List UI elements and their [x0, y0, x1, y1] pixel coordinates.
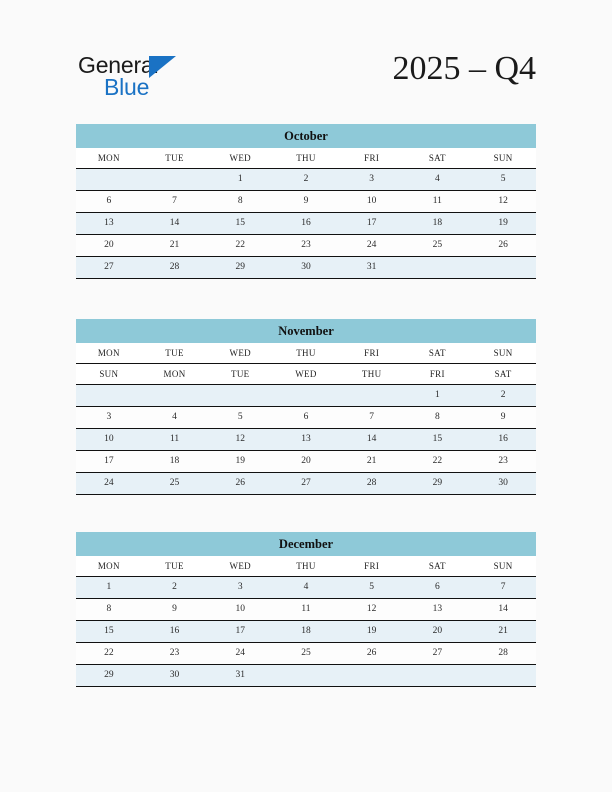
day-cell[interactable]: 23	[470, 451, 536, 473]
day-of-week-label: SUN	[470, 343, 536, 364]
week-row	[76, 191, 536, 213]
day-cell[interactable]: 15	[405, 429, 471, 451]
day-cell[interactable]: 25	[142, 473, 208, 495]
day-of-week-label: FRI	[339, 556, 405, 577]
month-grid	[76, 148, 536, 279]
day-cell[interactable]: 2	[470, 385, 536, 407]
day-cell[interactable]: 4	[142, 407, 208, 429]
day-cell[interactable]: 20	[76, 235, 142, 257]
day-cell[interactable]: 2	[273, 169, 339, 191]
day-cell[interactable]: 28	[470, 643, 536, 665]
day-cell[interactable]: 27	[273, 473, 339, 495]
day-of-week-label: SUN	[470, 556, 536, 577]
week-row	[76, 621, 536, 643]
day-cell-empty	[339, 665, 405, 687]
day-cell[interactable]: 21	[339, 451, 405, 473]
day-cell[interactable]: 1	[207, 169, 273, 191]
day-of-week-label: WED	[273, 364, 339, 385]
day-of-week-label: THU	[273, 343, 339, 364]
day-cell[interactable]: 14	[339, 429, 405, 451]
day-cell[interactable]: 15	[207, 213, 273, 235]
month-title: December	[76, 532, 536, 556]
month-grid-body	[76, 169, 536, 279]
day-cell[interactable]: 28	[339, 473, 405, 495]
day-cell[interactable]: 4	[273, 577, 339, 599]
triangle-icon	[149, 56, 176, 78]
day-cell[interactable]: 7	[339, 407, 405, 429]
day-cell[interactable]: 17	[76, 451, 142, 473]
day-of-week-label: FRI	[405, 364, 471, 385]
day-of-week-label: FRI	[339, 148, 405, 169]
day-cell[interactable]: 11	[273, 599, 339, 621]
day-cell[interactable]: 18	[405, 213, 471, 235]
day-cell[interactable]: 27	[405, 643, 471, 665]
day-cell-empty	[273, 665, 339, 687]
day-of-week-label: FRI	[339, 343, 405, 364]
day-cell[interactable]: 21	[470, 621, 536, 643]
day-of-week-label: THU	[273, 148, 339, 169]
month-grid	[76, 556, 536, 687]
day-of-week-label: TUE	[142, 556, 208, 577]
day-cell[interactable]: 29	[207, 257, 273, 279]
day-cell[interactable]: 10	[339, 191, 405, 213]
day-cell[interactable]: 5	[470, 169, 536, 191]
day-cell[interactable]: 25	[273, 643, 339, 665]
day-cell[interactable]: 8	[207, 191, 273, 213]
day-of-week-label: MON	[76, 148, 142, 169]
day-cell[interactable]: 18	[142, 451, 208, 473]
week-row	[76, 577, 536, 599]
day-cell[interactable]: 13	[273, 429, 339, 451]
day-cell[interactable]: 30	[470, 473, 536, 495]
month-grid-head	[76, 148, 536, 169]
day-of-week-label: MON	[142, 364, 208, 385]
day-cell[interactable]: 7	[470, 577, 536, 599]
day-cell[interactable]: 20	[273, 451, 339, 473]
brand-name-general: General	[78, 52, 159, 78]
day-cell[interactable]: 6	[273, 407, 339, 429]
calendar-month-december	[76, 532, 536, 687]
day-cell[interactable]: 4	[405, 169, 471, 191]
day-of-week-label: SAT	[405, 343, 471, 364]
day-cell[interactable]: 26	[339, 643, 405, 665]
day-cell[interactable]: 3	[207, 577, 273, 599]
day-of-week-label: THU	[339, 364, 405, 385]
day-of-week-label: SUN	[76, 364, 142, 385]
day-cell[interactable]: 24	[339, 235, 405, 257]
month-grid-body	[76, 385, 536, 495]
day-cell[interactable]: 2	[142, 577, 208, 599]
day-cell[interactable]: 16	[470, 429, 536, 451]
day-cell[interactable]: 17	[207, 621, 273, 643]
day-cell[interactable]: 31	[339, 257, 405, 279]
day-cell[interactable]: 21	[142, 235, 208, 257]
day-cell[interactable]: 22	[76, 643, 142, 665]
day-cell[interactable]: 24	[76, 473, 142, 495]
day-cell[interactable]: 12	[470, 191, 536, 213]
week-row	[76, 665, 536, 687]
week-row	[76, 385, 536, 407]
month-grid-head	[76, 556, 536, 577]
day-cell[interactable]: 7	[142, 191, 208, 213]
day-cell[interactable]: 23	[142, 643, 208, 665]
day-cell[interactable]: 23	[273, 235, 339, 257]
day-of-week-label: TUE	[207, 364, 273, 385]
day-cell[interactable]: 28	[142, 257, 208, 279]
week-row	[76, 643, 536, 665]
day-cell[interactable]: 18	[273, 621, 339, 643]
day-cell[interactable]: 11	[405, 191, 471, 213]
week-row	[76, 473, 536, 495]
day-cell[interactable]: 6	[76, 191, 142, 213]
day-cell-empty	[470, 665, 536, 687]
day-cell[interactable]: 30	[142, 665, 208, 687]
calendar-month-november	[76, 319, 536, 495]
day-of-week-label: SAT	[405, 556, 471, 577]
day-cell[interactable]: 9	[273, 191, 339, 213]
day-cell[interactable]: 22	[405, 451, 471, 473]
day-cell[interactable]: 26	[470, 235, 536, 257]
day-cell-empty	[76, 169, 142, 191]
calendar-month-october	[76, 124, 536, 279]
day-cell[interactable]: 6	[405, 577, 471, 599]
day-cell[interactable]: 8	[405, 407, 471, 429]
day-cell[interactable]: 11	[142, 429, 208, 451]
week-row	[76, 213, 536, 235]
day-cell[interactable]: 10	[207, 599, 273, 621]
day-cell[interactable]: 3	[339, 169, 405, 191]
day-cell-empty	[273, 385, 339, 407]
month-title: October	[76, 124, 536, 148]
day-cell[interactable]: 27	[76, 257, 142, 279]
day-cell[interactable]: 14	[142, 213, 208, 235]
day-cell[interactable]: 12	[339, 599, 405, 621]
day-cell[interactable]: 10	[76, 429, 142, 451]
day-of-week-row	[76, 148, 536, 169]
day-cell[interactable]: 24	[207, 643, 273, 665]
day-cell[interactable]: 31	[207, 665, 273, 687]
day-cell[interactable]: 22	[207, 235, 273, 257]
page-title: 2025 – Q4	[392, 50, 536, 87]
day-cell[interactable]: 9	[470, 407, 536, 429]
day-cell[interactable]: 13	[405, 599, 471, 621]
day-of-week-label: THU	[273, 556, 339, 577]
day-of-week-label: MON	[76, 556, 142, 577]
day-cell-empty	[470, 257, 536, 279]
month-title: November	[76, 319, 536, 343]
day-cell-empty	[142, 169, 208, 191]
day-of-week-row	[76, 364, 536, 385]
day-cell[interactable]: 30	[273, 257, 339, 279]
day-cell-empty	[339, 385, 405, 407]
day-cell-empty	[207, 385, 273, 407]
day-cell[interactable]: 19	[207, 451, 273, 473]
month-grid-body	[76, 577, 536, 687]
day-cell[interactable]: 9	[142, 599, 208, 621]
month-grid-head	[76, 343, 536, 385]
day-of-week-row	[76, 343, 536, 364]
day-cell[interactable]: 29	[76, 665, 142, 687]
day-of-week-label: SAT	[405, 148, 471, 169]
week-row	[76, 407, 536, 429]
day-of-week-label: MON	[76, 343, 142, 364]
day-cell[interactable]: 1	[405, 385, 471, 407]
day-cell[interactable]: 26	[207, 473, 273, 495]
week-row	[76, 599, 536, 621]
day-cell[interactable]: 15	[76, 621, 142, 643]
day-cell-empty	[76, 385, 142, 407]
day-cell[interactable]: 5	[339, 577, 405, 599]
week-row	[76, 451, 536, 473]
brand-name-blue: Blue	[104, 74, 150, 100]
day-of-week-label: WED	[207, 343, 273, 364]
page-header	[0, 0, 612, 120]
day-of-week-label: TUE	[142, 343, 208, 364]
week-row	[76, 257, 536, 279]
day-of-week-label: SUN	[470, 148, 536, 169]
day-of-week-row	[76, 556, 536, 577]
day-cell[interactable]: 13	[76, 213, 142, 235]
day-cell-empty	[405, 665, 471, 687]
brand-logo[interactable]	[78, 54, 258, 106]
day-cell-empty	[142, 385, 208, 407]
day-cell-empty	[405, 257, 471, 279]
day-cell[interactable]: 1	[76, 577, 142, 599]
week-row	[76, 169, 536, 191]
month-grid	[76, 343, 536, 495]
week-row	[76, 429, 536, 451]
day-cell[interactable]: 25	[405, 235, 471, 257]
day-cell[interactable]: 8	[76, 599, 142, 621]
day-of-week-label: WED	[207, 556, 273, 577]
day-cell[interactable]: 17	[339, 213, 405, 235]
day-of-week-label: SAT	[470, 364, 536, 385]
week-row	[76, 235, 536, 257]
day-cell[interactable]: 5	[207, 407, 273, 429]
day-cell[interactable]: 3	[76, 407, 142, 429]
day-cell[interactable]: 12	[207, 429, 273, 451]
day-cell[interactable]: 20	[405, 621, 471, 643]
day-cell[interactable]: 19	[470, 213, 536, 235]
day-cell[interactable]: 16	[273, 213, 339, 235]
day-cell[interactable]: 14	[470, 599, 536, 621]
day-of-week-label: TUE	[142, 148, 208, 169]
day-cell[interactable]: 16	[142, 621, 208, 643]
day-cell[interactable]: 29	[405, 473, 471, 495]
day-cell[interactable]: 19	[339, 621, 405, 643]
day-of-week-label: WED	[207, 148, 273, 169]
